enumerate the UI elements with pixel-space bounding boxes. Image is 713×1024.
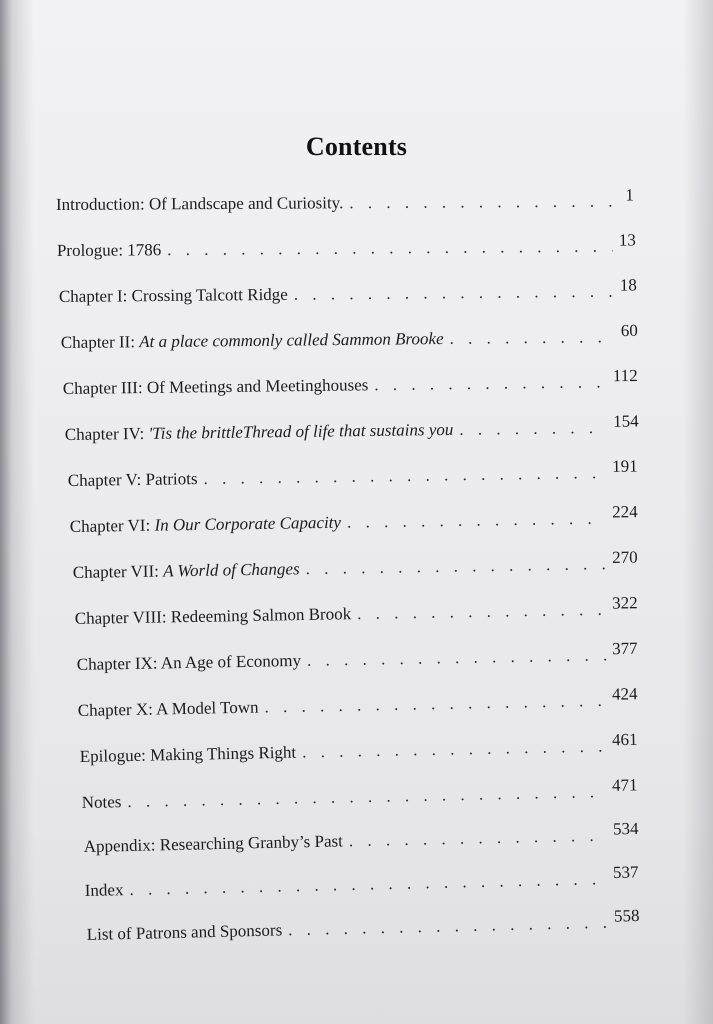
toc-entry-page-number: 18 xyxy=(619,275,637,295)
toc-entry-label: Index xyxy=(84,880,124,901)
toc-entry-index xyxy=(84,862,639,902)
dot-leader xyxy=(307,644,607,671)
toc-entry-label: Prologue: 1786 xyxy=(56,240,162,261)
toc-entry-chapter-4 xyxy=(64,411,639,446)
toc-entry-label: Chapter III: Of Meetings and Meetinghouses xyxy=(62,375,369,399)
toc-entry-label: Chapter VII: A World of Changes xyxy=(72,559,300,583)
dot-leader xyxy=(347,508,607,534)
toc-entry-label: Epilogue: Making Things Right xyxy=(79,742,297,767)
toc-entry-page-number: 224 xyxy=(612,502,638,522)
toc-entry-page-number: 558 xyxy=(613,905,640,926)
toc-entry-italic-title: In Our Corporate Capacity xyxy=(154,512,342,535)
toc-entry-page-number: 154 xyxy=(613,411,639,431)
dot-leader xyxy=(294,281,614,306)
dot-leader xyxy=(264,690,606,719)
dot-leader xyxy=(357,599,606,625)
dot-leader xyxy=(449,326,615,350)
toc-entry-label: Chapter X: A Model Town xyxy=(77,697,259,721)
toc-entry-chapter-3 xyxy=(62,365,638,400)
dot-leader xyxy=(127,781,606,813)
toc-entry-introduction xyxy=(55,185,634,216)
dot-leader xyxy=(349,825,608,853)
toc-entry-patrons xyxy=(86,905,640,946)
dot-leader xyxy=(203,462,606,490)
toc-entry-label: Chapter IX: An Age of Economy xyxy=(76,650,302,675)
toc-entry-page-number: 537 xyxy=(612,862,639,883)
dot-leader xyxy=(302,735,606,763)
toc-entry-page-number: 377 xyxy=(611,638,638,659)
toc-entry-chapter-9 xyxy=(76,638,638,676)
dot-leader xyxy=(305,553,606,580)
toc-entry-label: List of Patrons and Sponsors xyxy=(86,920,283,945)
toc-entry-page-number: 270 xyxy=(611,547,638,568)
toc-entry-page-number: 191 xyxy=(612,456,638,476)
toc-entry-label: Chapter IV: 'Tis the brittleThread of life that sustains you xyxy=(64,419,454,445)
page-title: Contents xyxy=(305,132,408,161)
dot-leader xyxy=(349,191,619,215)
toc-entry-chapter-5 xyxy=(67,456,638,492)
toc-entry-page-number: 471 xyxy=(611,775,638,795)
toc-entry-italic-title: A World of Changes xyxy=(162,559,300,581)
toc-entry-label: Notes xyxy=(81,792,122,813)
toc-entry-label: Chapter VIII: Redeeming Salmon Brook xyxy=(74,604,352,629)
toc-entry-page-number: 112 xyxy=(612,365,638,386)
toc-entry-epilogue xyxy=(79,729,638,768)
toc-entry-label: Chapter I: Crossing Talcott Ridge xyxy=(58,284,288,307)
toc-entry-prologue xyxy=(56,230,636,262)
toc-entry-notes xyxy=(81,775,638,814)
toc-entry-page-number: 461 xyxy=(611,729,638,750)
toc-entry-italic-title: At a place commonly called Sammon Brooke xyxy=(139,328,444,352)
toc-entry-label: Introduction: Of Landscape and Curiosity. xyxy=(55,193,344,215)
toc-entry-chapter-1 xyxy=(58,275,637,308)
dot-leader xyxy=(167,236,613,261)
toc-entry-label: Appendix: Researching Granby’s Past xyxy=(83,831,344,857)
dot-leader xyxy=(459,417,607,441)
toc-entry-label: Chapter VI: In Our Corporate Capacity xyxy=(69,512,342,537)
toc-entry-appendix xyxy=(83,818,639,858)
toc-entry-page-number: 424 xyxy=(611,684,638,704)
toc-entry-chapter-6 xyxy=(69,502,638,538)
toc-entry-page-number: 1 xyxy=(625,185,634,205)
dot-leader xyxy=(374,371,607,396)
toc-entry-page-number: 322 xyxy=(611,593,638,613)
toc-entry-label: Chapter V: Patriots xyxy=(67,469,198,491)
dot-leader xyxy=(288,912,608,942)
toc-entry-label: Chapter II: At a place commonly called Sammon Brooke xyxy=(60,328,444,353)
toc-entry-page-number: 60 xyxy=(620,320,638,341)
toc-entry-chapter-8 xyxy=(74,593,638,630)
toc-entry-chapter-7 xyxy=(72,547,638,584)
toc-entry-italic-title: 'Tis the brittleThread of life that sustains you xyxy=(148,419,454,443)
toc-entry-chapter-2 xyxy=(60,320,638,354)
toc-entry-page-number: 534 xyxy=(612,818,639,839)
dot-leader xyxy=(129,868,607,901)
toc-entry-page-number: 13 xyxy=(618,230,636,250)
toc-entry-chapter-10 xyxy=(77,684,638,722)
